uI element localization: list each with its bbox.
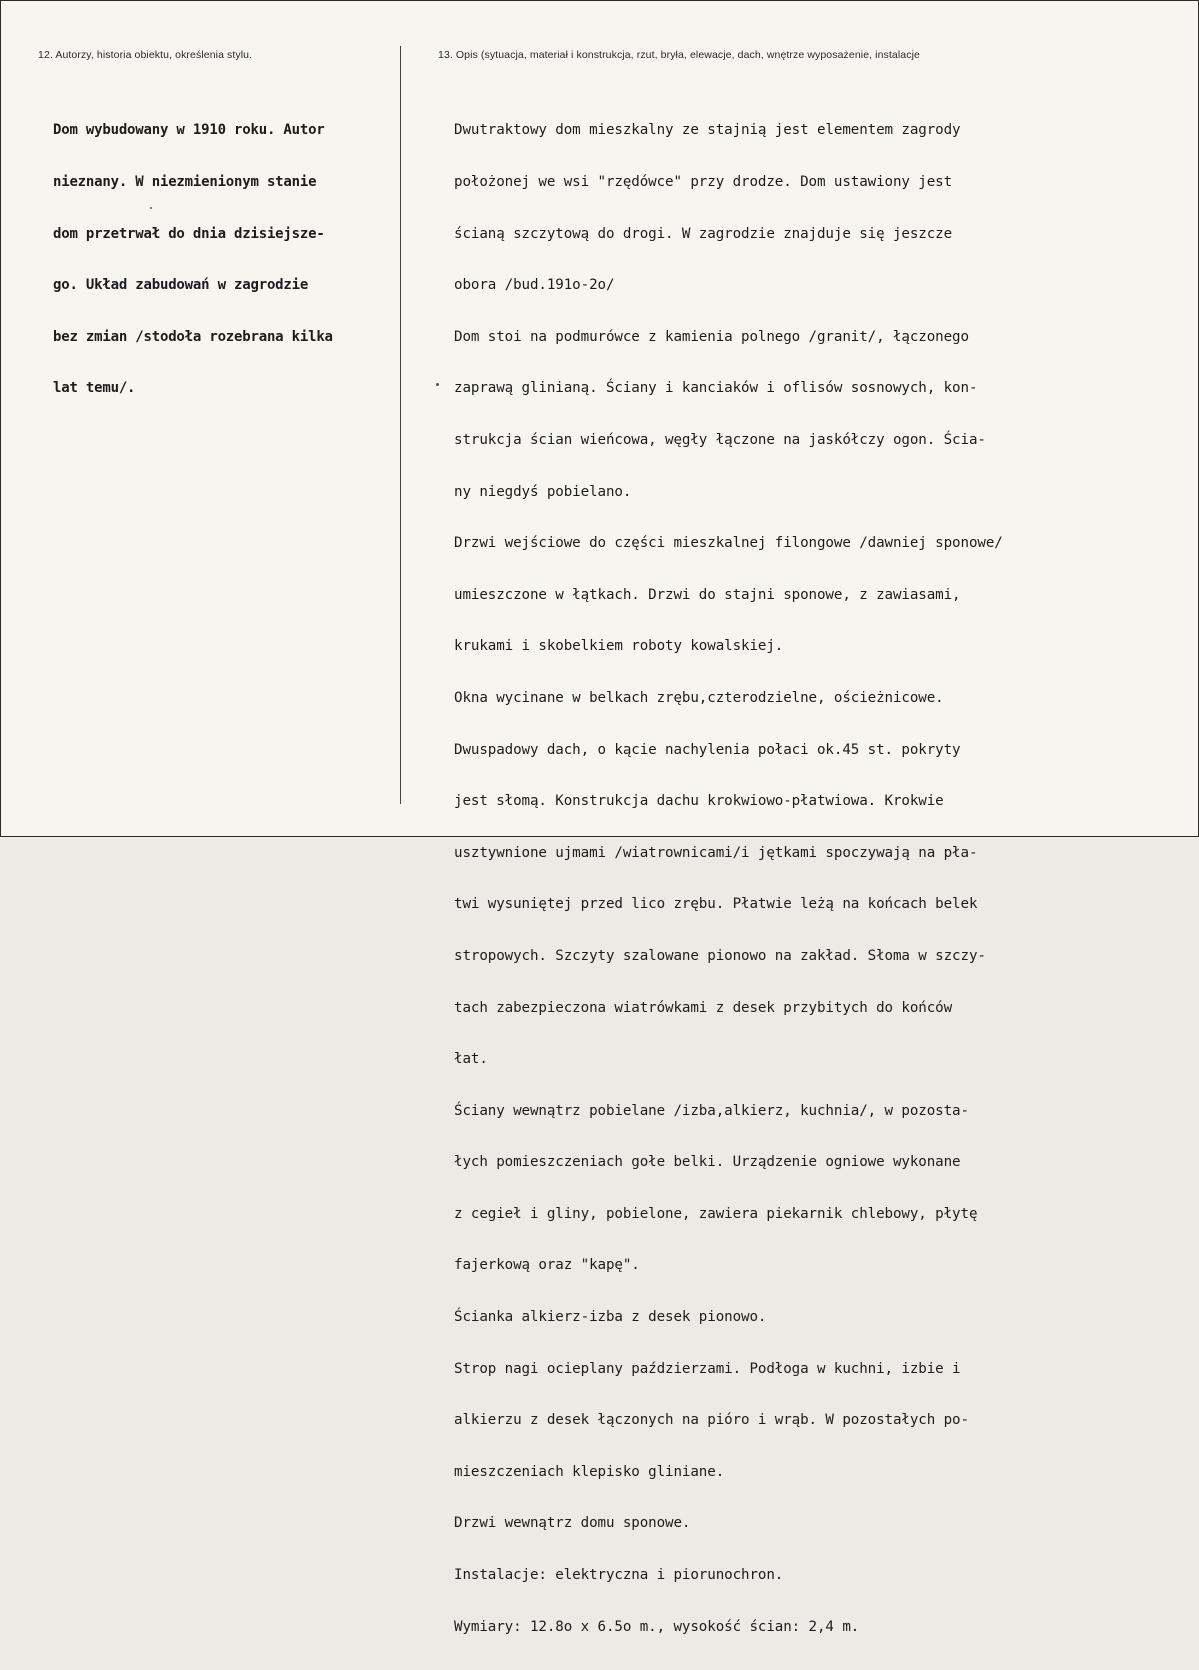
section-12-header: 12. Autorzy, historia obiektu, określenia stylu. <box>38 49 253 61</box>
description-line: Okna wycinane w belkach zrębu,czterodzielne, ościeżnicowe. <box>454 689 944 706</box>
description-line: łych pomieszczeniach gołe belki. Urządzenie ogniowe wykonane <box>454 1154 961 1171</box>
description-line: stropowych. Szczyty szalowane pionowo na zakład. Słoma w szczy- <box>454 947 986 964</box>
description-line: Ściany wewnątrz pobielane /izba,alkierz, kuchnia/, w pozosta- <box>454 1102 969 1119</box>
description-line: Dom stoi na podmurówce z kamienia polnego /granit/, łączonego <box>454 328 969 345</box>
description-line: usztywnione ujmami /wiatrownicami/i jętkami spoczywają na pła- <box>454 844 978 861</box>
history-line: go. Układ zabudowań w zagrodzie <box>53 277 309 294</box>
description-line: Wymiary: 12.8o x 6.5o m., wysokość ścian: 2,4 m. <box>454 1618 860 1635</box>
description-line: tach zabezpieczona wiatrówkami z desek przybitych do końców <box>454 999 953 1016</box>
description-line: Dwutraktowy dom mieszkalny ze stajnią jest elementem zagrody <box>454 122 961 139</box>
description-line: fajerkową oraz "kapę". <box>454 1257 640 1274</box>
history-line: nieznany. W niezmienionym stanie <box>53 174 317 190</box>
description-text <box>454 88 1003 1670</box>
description-line: Ścianka alkierz-izba z desek pionowo. <box>454 1309 767 1326</box>
history-text <box>53 88 333 432</box>
description-line: obora /bud.191o-2o/ <box>454 277 615 294</box>
ink-speck <box>436 383 439 386</box>
description-line: z cegieł i gliny, pobielone, zawiera piekarnik chlebowy, płytę <box>454 1205 978 1222</box>
section-13-header: 13. Opis (sytuacja, materiał i konstrukcja, rzut, bryła, elewacje, dach, wnętrze wyposażenie, instalacje <box>438 49 920 61</box>
history-line: Dom wybudowany w 1910 roku. Autor <box>53 122 325 139</box>
description-line: Drzwi wewnątrz domu sponowe. <box>454 1515 691 1532</box>
description-line: łat. <box>454 1051 488 1068</box>
history-line: bez zmian /stodoła rozebrana kilka <box>53 328 333 345</box>
description-line: umieszczone w łątkach. Drzwi do stajni sponowe, z zawiasami, <box>454 586 961 603</box>
description-line: ny niegdyś pobielano. <box>454 483 632 500</box>
description-line: ścianą szczytową do drogi. W zagrodzie znajduje się jeszcze <box>454 225 953 242</box>
description-line: Strop nagi ocieplany paździerzami. Podłoga w kuchni, izbie i <box>454 1360 961 1377</box>
column-divider <box>400 46 401 804</box>
description-line: zaprawą glinianą. Ściany i kanciaków i oflisów sosnowych, kon- <box>454 380 978 397</box>
description-line: alkierzu z desek łączonych na pióro i wrąb. W pozostałych po- <box>454 1412 969 1429</box>
description-line: położonej we wsi "rzędówce" przy drodze. Dom ustawiony jest <box>454 174 953 190</box>
description-line: strukcja ścian wieńcowa, węgły łączone na jaskółczy ogon. Ścia- <box>454 431 986 448</box>
description-line: twi wysuniętej przed lico zrębu. Płatwie leżą na końcach belek <box>454 896 978 913</box>
ink-speck <box>150 207 152 209</box>
description-line: jest słomą. Konstrukcja dachu krokwiowo-płatwiowa. Krokwie <box>454 793 944 810</box>
description-line: krukami i skobelkiem roboty kowalskiej. <box>454 638 784 655</box>
description-line: mieszczeniach klepisko gliniane. <box>454 1463 725 1480</box>
description-line: Drzwi wejściowe do części mieszkalnej filongowe /dawniej sponowe/ <box>454 535 1003 552</box>
description-line: Instalacje: elektryczna i piorunochron. <box>454 1567 784 1584</box>
history-line: lat temu/. <box>53 380 136 397</box>
history-line: dom przetrwał do dnia dzisiejsze- <box>53 225 325 242</box>
description-line: Dwuspadowy dach, o kącie nachylenia połaci ok.45 st. pokryty <box>454 741 961 758</box>
